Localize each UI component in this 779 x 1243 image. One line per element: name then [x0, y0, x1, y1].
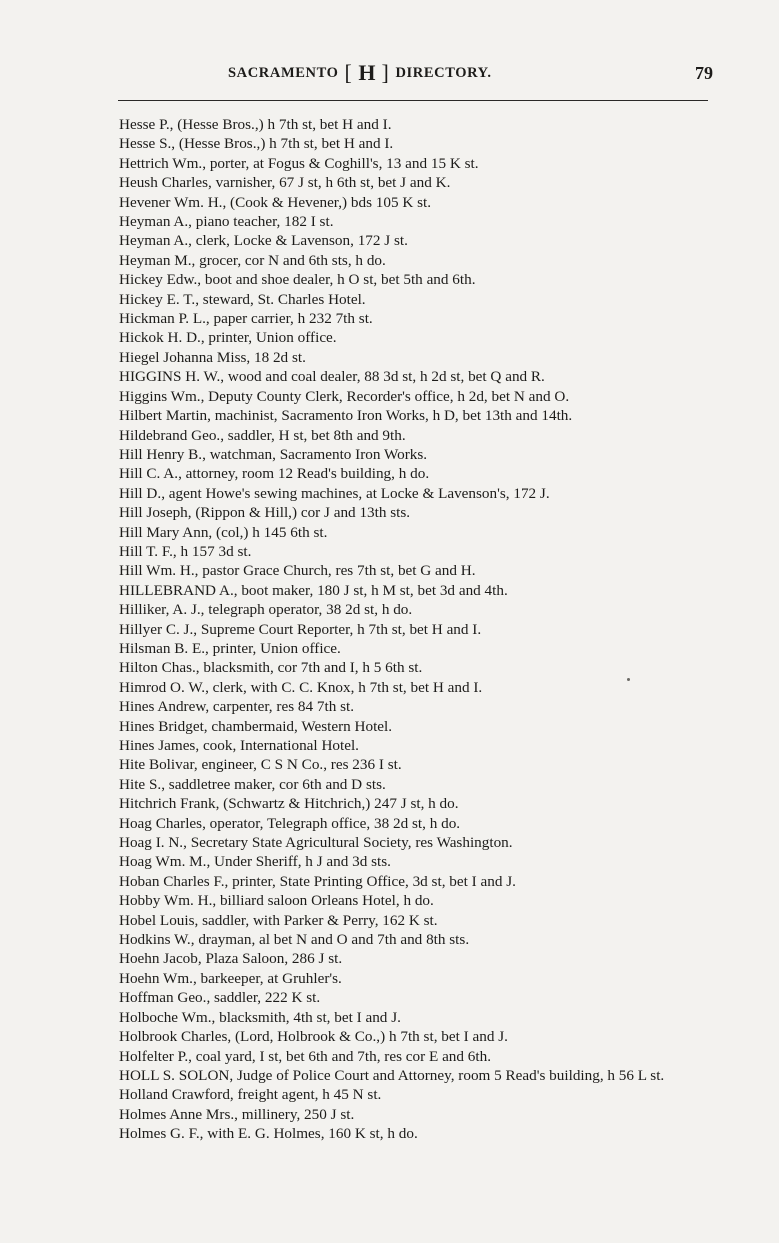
directory-entry: Hevener Wm. H., (Cook & Hevener,) bds 105 K st. — [119, 193, 432, 211]
directory-entry: Hillyer C. J., Supreme Court Reporter, h 7th st, bet H and I. — [119, 620, 482, 638]
directory-entry: Hobel Louis, saddler, with Parker & Perry, 162 K st. — [119, 911, 438, 929]
directory-entry: Hickey E. T., steward, St. Charles Hotel. — [119, 290, 366, 308]
directory-entry: Hite S., saddletree maker, cor 6th and D sts. — [119, 775, 386, 793]
running-head — [228, 60, 492, 86]
directory-entry: Hoag Charles, operator, Telegraph office, 38 2d st, h do. — [119, 814, 461, 832]
directory-entry: HILLEBRAND A., boot maker, 180 J st, h M st, bet 3d and 4th. — [119, 581, 508, 599]
directory-entry: Hodkins W., drayman, al bet N and O and 7th and 8th sts. — [119, 931, 470, 949]
directory-entries — [119, 115, 719, 1144]
directory-entry: Hilton Chas., blacksmith, cor 7th and I, h 5 6th st. — [119, 659, 423, 677]
directory-entry: Hill Mary Ann, (col,) h 145 6th st. — [119, 523, 328, 541]
directory-entry: Hilliker, A. J., telegraph operator, 38 2d st, h do. — [119, 601, 413, 619]
bracket-close: ] — [381, 60, 390, 85]
section-letter: H — [358, 60, 376, 85]
directory-entry: Hill C. A., attorney, room 12 Read's building, h do. — [119, 465, 430, 483]
directory-entry: Hoehn Wm., barkeeper, at Gruhler's. — [119, 969, 342, 987]
directory-entry: Hildebrand Geo., saddler, H st, bet 8th and 9th. — [119, 426, 406, 444]
header-rule — [118, 100, 708, 101]
directory-entry: Holbrook Charles, (Lord, Holbrook & Co.,) h 7th st, bet I and J. — [119, 1028, 508, 1046]
page-header — [0, 60, 779, 86]
directory-entry: Hiegel Johanna Miss, 18 2d st. — [119, 348, 306, 366]
directory-entry: Hettrich Wm., porter, at Fogus & Coghill's, 13 and 15 K st. — [119, 154, 479, 172]
directory-entry: Hitchrich Frank, (Schwartz & Hitchrich,) 247 J st, h do. — [119, 795, 459, 813]
directory-entry: Hilbert Martin, machinist, Sacramento Iron Works, h D, bet 13th and 14th. — [119, 407, 573, 425]
bracket-open: [ — [344, 60, 353, 85]
running-head-left: SACRAMENTO — [228, 64, 339, 81]
directory-entry: Himrod O. W., clerk, with C. C. Knox, h 7th st, bet H and I. — [119, 678, 483, 696]
directory-entry: HOLL S. SOLON, Judge of Police Court and Attorney, room 5 Read's building, h 56 L st. — [119, 1066, 665, 1084]
directory-entry: Hilsman B. E., printer, Union office. — [119, 639, 341, 657]
directory-entry: Higgins Wm., Deputy County Clerk, Recorder's office, h 2d, bet N and O. — [119, 387, 570, 405]
directory-entry: Hoban Charles F., printer, State Printing Office, 3d st, bet I and J. — [119, 872, 516, 890]
directory-entry: Holmes G. F., with E. G. Holmes, 160 K st, h do. — [119, 1125, 418, 1143]
running-head-right: DIRECTORY. — [395, 64, 492, 81]
directory-entry: HIGGINS H. W., wood and coal dealer, 88 3d st, h 2d st, bet Q and R. — [119, 368, 545, 386]
margin-dot — [627, 678, 630, 681]
directory-entry: Hoag I. N., Secretary State Agricultural Society, res Washington. — [119, 834, 513, 852]
directory-entry: Hite Bolivar, engineer, C S N Co., res 236 I st. — [119, 756, 402, 774]
directory-entry: Hoehn Jacob, Plaza Saloon, 286 J st. — [119, 950, 343, 968]
directory-entry: Hill Henry B., watchman, Sacramento Iron Works. — [119, 445, 428, 463]
page-number: 79 — [695, 63, 713, 83]
directory-entry: Hoffman Geo., saddler, 222 K st. — [119, 989, 321, 1007]
directory-entry: Holboche Wm., blacksmith, 4th st, bet I and J. — [119, 1008, 401, 1026]
directory-entry: Hesse P., (Hesse Bros.,) h 7th st, bet H and I. — [119, 116, 392, 133]
directory-entry: Hines Bridget, chambermaid, Western Hotel. — [119, 717, 393, 735]
directory-entry: Hill Wm. H., pastor Grace Church, res 7th st, bet G and H. — [119, 562, 476, 580]
directory-entry: Holmes Anne Mrs., millinery, 250 J st. — [119, 1105, 355, 1123]
directory-entry: Hill T. F., h 157 3d st. — [119, 542, 252, 560]
directory-entry: Heyman M., grocer, cor N and 6th sts, h do. — [119, 251, 386, 269]
directory-entry: Hines James, cook, International Hotel. — [119, 737, 359, 754]
directory-entry: Hobby Wm. H., billiard saloon Orleans Hotel, h do. — [119, 892, 434, 910]
directory-entry: Hickman P. L., paper carrier, h 232 7th st. — [119, 310, 373, 328]
directory-entry: Heyman A., clerk, Locke & Lavenson, 172 J st. — [119, 232, 408, 250]
directory-entry: Hill Joseph, (Rippon & Hill,) cor J and 13th sts. — [119, 504, 411, 522]
directory-entry: Hill D., agent Howe's sewing machines, at Locke & Lavenson's, 172 J. — [119, 484, 550, 502]
directory-entry: Hickey Edw., boot and shoe dealer, h O st, bet 5th and 6th. — [119, 271, 476, 289]
directory-entry: Holland Crawford, freight agent, h 45 N st. — [119, 1086, 382, 1104]
directory-entry: Hoag Wm. M., Under Sheriff, h J and 3d sts. — [119, 853, 391, 871]
directory-entry: Hines Andrew, carpenter, res 84 7th st. — [119, 698, 355, 716]
directory-entry: Heush Charles, varnisher, 67 J st, h 6th st, bet J and K. — [119, 174, 451, 192]
directory-entry: Hickok H. D., printer, Union office. — [119, 329, 337, 347]
directory-entry: Hesse S., (Hesse Bros.,) h 7th st, bet H and I. — [119, 135, 394, 153]
directory-entry: Heyman A., piano teacher, 182 I st. — [119, 213, 334, 231]
directory-entry: Holfelter P., coal yard, I st, bet 6th and 7th, res cor E and 6th. — [119, 1047, 491, 1065]
